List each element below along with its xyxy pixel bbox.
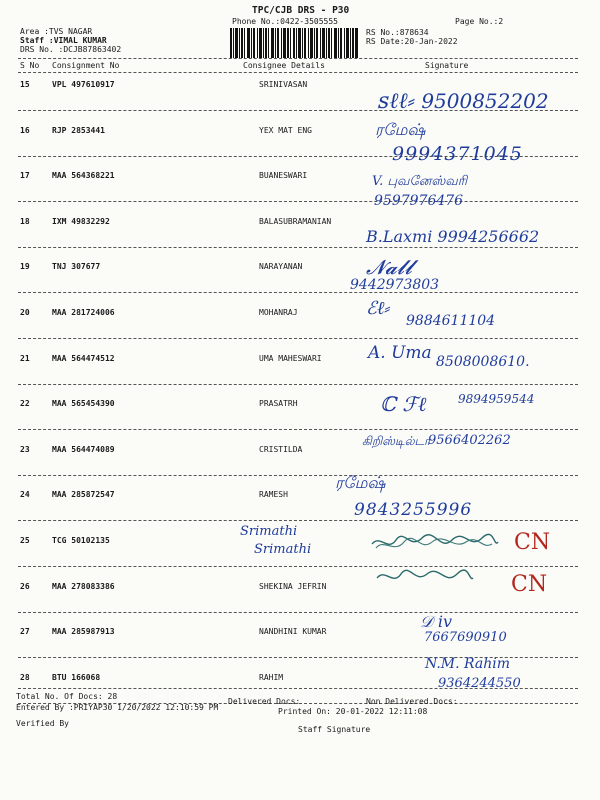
row-divider <box>18 612 578 613</box>
phone-number: Phone No.:0422-3505555 <box>232 17 338 26</box>
row-sno: 26 <box>20 582 30 591</box>
signature-17-name: V. புவனேஸ்வரி <box>372 174 468 189</box>
signature-28-name: N.M. Rahim <box>425 656 511 672</box>
signature-23-phone: 9566402262 <box>428 433 511 448</box>
row-sno: 27 <box>20 627 30 636</box>
row-sno: 23 <box>20 445 30 454</box>
signature-24-phone: 9843255996 <box>354 500 473 520</box>
signature-28-phone: 9364244550 <box>438 676 521 691</box>
row-divider <box>18 247 578 248</box>
row-sno: 21 <box>20 354 30 363</box>
header-divider-top <box>18 58 578 59</box>
row-sno: 17 <box>20 171 30 180</box>
col-consignee: Consignee Details <box>243 61 325 70</box>
signature-19-mark: 𝓝𝓪𝓵𝓵 <box>366 255 413 279</box>
signature-18: B.Laxmi 9994256662 <box>366 227 540 246</box>
staff-signature: Staff Signature <box>298 725 371 734</box>
row-consignee-name: SHEKINA JEFRIN <box>259 582 327 591</box>
rs-date: RS Date:20-Jan-2022 <box>366 37 458 46</box>
row-consignee-name: RAHIM <box>259 673 284 682</box>
signature-26: Srimathi <box>254 542 312 557</box>
non-delivered-docs: Non Delivered Docs: <box>366 697 458 706</box>
cn-mark-25: CN <box>514 530 551 555</box>
signature-21-phone: 8508008610. <box>436 354 530 370</box>
row-consignment: MAA 278083386 <box>52 582 115 591</box>
row-consignment: MAA 285872547 <box>52 490 115 499</box>
row-divider <box>18 566 578 567</box>
redacted-scribble-26 <box>375 566 475 588</box>
row-sno: 24 <box>20 490 30 499</box>
row-consignment: IXM 49832292 <box>52 217 110 226</box>
verified-by: Verified By <box>16 719 69 728</box>
row-sno: 28 <box>20 673 30 682</box>
barcode-image <box>230 28 358 58</box>
sheet-title: TPC/CJB DRS - P30 <box>252 5 350 16</box>
footer-divider <box>18 688 578 689</box>
row-divider <box>18 292 578 293</box>
header-divider-bottom <box>18 72 578 73</box>
row-consignee-name: SRINIVASAN <box>259 80 308 89</box>
page-number: Page No.:2 <box>455 17 504 26</box>
row-divider <box>18 384 578 385</box>
signature-27-phone: 7667690910 <box>424 630 507 645</box>
row-sno: 19 <box>20 262 30 271</box>
staff-label: Staff :VIMAL KUMAR <box>20 36 107 45</box>
entered-by: Entered By :PRIYAP30 1/20/2022 12:10:59 PM <box>16 703 219 712</box>
row-divider <box>18 429 578 430</box>
row-consignee-name: UMA MAHESWARI <box>259 354 322 363</box>
row-consignee-name: PRASATRH <box>259 399 298 408</box>
row-consignee-name: RAMESH <box>259 490 288 499</box>
row-sno: 20 <box>20 308 30 317</box>
redacted-scribble-25 <box>370 528 500 558</box>
drs-number: DRS No. :DCJB87863402 <box>20 45 122 54</box>
col-sno: S No <box>20 61 40 70</box>
row-consignment: MAA 281724006 <box>52 308 115 317</box>
row-consignment: MAA 564474089 <box>52 445 115 454</box>
row-consignment: BTU 166068 <box>52 673 101 682</box>
col-consignment: Consignment No <box>52 61 120 70</box>
row-sno: 18 <box>20 217 30 226</box>
row-divider <box>18 201 578 202</box>
row-sno: 22 <box>20 399 30 408</box>
row-consignment: RJP 2853441 <box>52 126 105 135</box>
row-consignment: MAA 564474512 <box>52 354 115 363</box>
signature-24-name: ரமேஷ் <box>335 473 386 492</box>
cn-mark-26: CN <box>511 572 548 597</box>
row-consignment: MAA 565454390 <box>52 399 115 408</box>
signature-25: Srimathi <box>240 524 298 539</box>
row-consignee-name: MOHANRAJ <box>259 308 298 317</box>
row-consignment: TNJ 307677 <box>52 262 101 271</box>
row-consignment: MAA 285987913 <box>52 627 115 636</box>
signature-16-phone: 9994371045 <box>392 143 523 165</box>
row-consignee-name: YEX MAT ENG <box>259 126 312 135</box>
row-consignee-name: BUANESWARI <box>259 171 308 180</box>
row-sno: 15 <box>20 80 30 89</box>
row-divider <box>18 475 578 476</box>
signature-21-name: A. Uma <box>368 343 432 363</box>
row-divider <box>18 520 578 521</box>
signature-17-phone: 9597976476 <box>374 193 464 209</box>
col-signature: Signature <box>425 61 469 70</box>
signature-22-mark: ℂ ℱℓ <box>380 392 427 416</box>
signature-19-phone: 9442973803 <box>350 277 440 293</box>
signature-20-mark: ℰℓ⸗ <box>366 298 391 319</box>
row-sno: 16 <box>20 126 30 135</box>
row-consignee-name: NARAYANAN <box>259 262 303 271</box>
signature-16-name: ரமேஷ் <box>375 120 426 139</box>
row-consignment: VPL 497610917 <box>52 80 115 89</box>
row-consignee-name: BALASUBRAMANIAN <box>259 217 332 226</box>
row-sno: 25 <box>20 536 30 545</box>
delivered-docs: Delivered Docs: <box>228 697 301 706</box>
row-consignee-name: NANDHINI KUMAR <box>259 627 327 636</box>
signature-15: ꜱℓℓ⸗ 9500852202 <box>378 89 549 114</box>
row-consignee-name: CRISTILDA <box>259 445 303 454</box>
total-docs: Total No. Of Docs: 28 <box>16 692 118 701</box>
row-divider <box>18 338 578 339</box>
row-consignment: TCG 50102135 <box>52 536 110 545</box>
signature-23-name: கிறிஸ்டில்டா <box>362 434 431 448</box>
row-consignment: MAA 564368221 <box>52 171 115 180</box>
signature-20-phone: 9884611104 <box>406 313 496 329</box>
printed-on: Printed On: 20-01-2022 12:11:08 <box>278 707 428 716</box>
signature-22-phone: 9894959544 <box>458 392 535 406</box>
area-label: Area :TVS NAGAR <box>20 27 93 36</box>
rs-number: RS No.:878634 <box>366 28 429 37</box>
signature-27-mark: 𝒟 ⅳ <box>420 612 453 631</box>
